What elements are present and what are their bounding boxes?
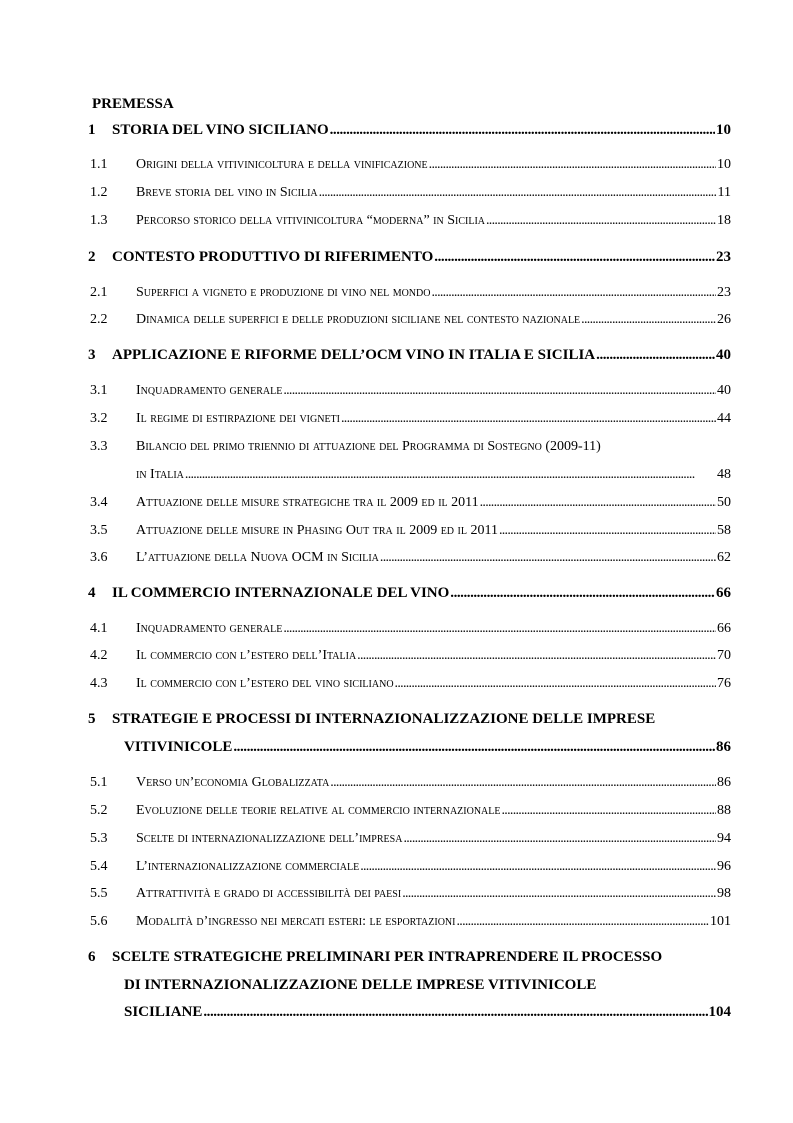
section-line (136, 674, 731, 694)
section-title: Inquadramento generale (136, 383, 283, 398)
section-number: 3.1 (90, 383, 108, 398)
toc-chapter-4[interactable] (0, 583, 793, 603)
page-number: 11 (717, 185, 731, 200)
chapter-title: IL COMMERCIO INTERNAZIONALE DEL VINO (112, 585, 450, 601)
section-title: Scelte di internazionalizzazione dell’impresa (136, 831, 403, 846)
toc-section-4-2[interactable] (0, 646, 793, 666)
dot-leader (203, 1002, 707, 1022)
page-number: 86 (716, 739, 731, 755)
page-number: 88 (717, 803, 731, 818)
section-line (136, 646, 731, 666)
section-title: Breve storia del vino in Sicilia (136, 185, 318, 200)
chapter-line (124, 737, 731, 757)
dot-leader (581, 310, 716, 330)
section-line (136, 829, 731, 849)
page-number: 44 (717, 411, 731, 426)
dot-leader (431, 283, 716, 303)
section-title-line2: in Italia (136, 467, 184, 482)
page-number: 76 (717, 676, 731, 691)
toc-chapter-1[interactable] (0, 120, 793, 140)
page-number: 18 (717, 213, 731, 228)
dot-leader (330, 120, 715, 140)
chapter-title-line2: VITIVINICOLE (124, 739, 233, 755)
section-number: 4.2 (90, 648, 108, 663)
dot-leader (233, 737, 715, 757)
chapter-number: 1 (88, 122, 96, 138)
toc-section-3-3[interactable] (0, 437, 793, 457)
section-number: 5.4 (90, 859, 108, 874)
chapter-line (124, 1002, 731, 1022)
toc-section-1-1[interactable] (0, 155, 793, 175)
chapter-title: CONTESTO PRODUTTIVO DI RIFERIMENTO (112, 249, 434, 265)
section-title: Superfici a vigneto e produzione di vino nel mondo (136, 285, 431, 300)
section-title: Modalità d’ingresso nei mercati esteri: le esportazioni (136, 914, 456, 929)
section-title: Percorso storico della vitivinicoltura “moderna” in Sicilia (136, 213, 485, 228)
page-number: 40 (716, 347, 731, 363)
page-number: 86 (717, 775, 731, 790)
section-line (136, 310, 731, 330)
dot-leader (319, 183, 717, 203)
section-title: Attuazione delle misure in Phasing Out tra il 2009 ed il 2011 (136, 523, 498, 538)
toc-chapter-2[interactable] (0, 247, 793, 267)
chapter-title: STORIA DEL VINO SICILIANO (112, 122, 329, 138)
dot-leader (403, 829, 716, 849)
section-number: 2.2 (90, 312, 108, 327)
section-number: 3.3 (90, 439, 108, 454)
section-number: 4.3 (90, 676, 108, 691)
page-number: 96 (717, 859, 731, 874)
dot-leader (283, 619, 716, 639)
section-title: Dinamica delle superfici e delle produzioni siciliane nel contesto nazionale (136, 312, 581, 327)
section-line (136, 465, 731, 485)
toc-section-4-1[interactable] (0, 619, 793, 639)
toc-section-4-3[interactable] (0, 674, 793, 694)
section-number: 3.4 (90, 495, 108, 510)
section-title-line1: Bilancio del primo triennio di attuazione del Programma di Sostegno (2009-11) (136, 439, 601, 454)
dot-leader (395, 674, 716, 694)
toc-section-3-1[interactable] (0, 381, 793, 401)
chapter-number: 3 (88, 347, 96, 363)
page-number: 58 (717, 523, 731, 538)
toc-section-5-1[interactable] (0, 773, 793, 793)
chapter-number: 4 (88, 585, 96, 601)
page-number: 104 (708, 1004, 731, 1020)
section-number: 1.3 (90, 213, 108, 228)
toc-section-3-5[interactable] (0, 521, 793, 541)
chapter-number: 2 (88, 249, 96, 265)
page-number: 10 (716, 122, 731, 138)
toc-section-5-5[interactable] (0, 884, 793, 904)
toc-section-3-3-continued[interactable] (0, 465, 793, 485)
page-number: 98 (717, 886, 731, 901)
dot-leader (380, 548, 716, 568)
section-title: L’internazionalizzazione commerciale (136, 859, 360, 874)
toc-section-5-4[interactable] (0, 857, 793, 877)
section-line (136, 409, 731, 429)
toc-section-5-2[interactable] (0, 801, 793, 821)
toc-section-5-6[interactable] (0, 912, 793, 932)
section-number: 2.1 (90, 285, 108, 300)
section-line (136, 521, 731, 541)
section-line (136, 493, 731, 513)
page-number: 94 (717, 831, 731, 846)
section-line (136, 912, 731, 932)
dot-leader (450, 583, 715, 603)
toc-chapter-5[interactable] (0, 709, 793, 729)
dot-leader (596, 345, 715, 365)
toc-section-2-2[interactable] (0, 310, 793, 330)
section-title: Attuazione delle misure strategiche tra il 2009 ed il 2011 (136, 495, 479, 510)
toc-section-1-3[interactable] (0, 211, 793, 231)
toc-chapter-3[interactable] (0, 345, 793, 365)
chapter-title-line2: DI INTERNAZIONALIZZAZIONE DELLE IMPRESE VITIVINICOLE (124, 977, 597, 993)
page-number: 48 (717, 467, 731, 482)
dot-leader (480, 493, 716, 513)
toc-section-3-2[interactable] (0, 409, 793, 429)
section-line (136, 773, 731, 793)
chapter-line (112, 120, 731, 140)
premessa-heading: PREMESSA (92, 96, 174, 112)
page-number: 50 (717, 495, 731, 510)
page-number: 40 (717, 383, 731, 398)
section-number: 4.1 (90, 621, 108, 636)
dot-leader (499, 521, 716, 541)
chapter-title-line1: SCELTE STRATEGICHE PRELIMINARI PER INTRAPRENDERE IL PROCESSO (112, 949, 663, 965)
dot-leader (341, 409, 716, 429)
chapter-number: 5 (88, 711, 96, 727)
section-title: Inquadramento generale (136, 621, 283, 636)
toc-section-3-4[interactable] (0, 493, 793, 513)
dot-leader (283, 381, 716, 401)
toc-section-2-1[interactable] (0, 283, 793, 303)
toc-section-5-3[interactable] (0, 829, 793, 849)
dot-leader (357, 646, 716, 666)
section-line (136, 155, 731, 175)
page-number: 23 (717, 285, 731, 300)
toc-chapter-6-continued[interactable] (0, 975, 793, 995)
section-number: 3.6 (90, 550, 108, 565)
page-number: 101 (710, 914, 731, 929)
dot-leader (429, 155, 716, 175)
page-number: 10 (717, 157, 731, 172)
section-number: 5.1 (90, 775, 108, 790)
section-number: 5.3 (90, 831, 108, 846)
section-number: 1.1 (90, 157, 108, 172)
dot-leader (360, 857, 716, 877)
chapter-title: APPLICAZIONE E RIFORME DELL’OCM VINO IN ITALIA E SICILIA (112, 347, 596, 363)
page-number: 70 (717, 648, 731, 663)
dot-leader (402, 884, 716, 904)
section-title: Origini della vitivinicoltura e della vinificazione (136, 157, 428, 172)
toc-section-1-2[interactable] (0, 183, 793, 203)
dot-leader (456, 912, 709, 932)
chapter-number: 6 (88, 949, 96, 965)
section-line (136, 619, 731, 639)
page-number: 66 (716, 585, 731, 601)
page-number: 26 (717, 312, 731, 327)
page-number: 66 (717, 621, 731, 636)
page-number: 23 (716, 249, 731, 265)
section-line (136, 801, 731, 821)
toc-section-3-6[interactable] (0, 548, 793, 568)
section-title: L’attuazione della Nuova OCM in Sicilia (136, 550, 379, 565)
section-number: 5.2 (90, 803, 108, 818)
section-title: Il commercio con l’estero dell’Italia (136, 648, 357, 663)
dot-leader (330, 773, 716, 793)
section-title: Il commercio con l’estero del vino siciliano (136, 676, 394, 691)
toc-chapter-6[interactable] (0, 947, 793, 967)
toc-chapter-6-continued-2[interactable] (0, 1002, 793, 1022)
chapter-line (112, 247, 731, 267)
dot-leader (486, 211, 716, 231)
dot-leader (185, 465, 716, 485)
page-number: 62 (717, 550, 731, 565)
chapter-title-line1: STRATEGIE E PROCESSI DI INTERNAZIONALIZZAZIONE DELLE IMPRESE (112, 711, 656, 727)
section-line (136, 548, 731, 568)
dot-leader (502, 801, 717, 821)
section-title: Attrattività e grado di accessibilità dei paesi (136, 886, 402, 901)
section-title: Il regime di estirpazione dei vigneti (136, 411, 340, 426)
section-line (136, 381, 731, 401)
section-number: 5.6 (90, 914, 108, 929)
section-line (136, 857, 731, 877)
section-line (136, 283, 731, 303)
dot-leader (434, 247, 715, 267)
section-title: Verso un’economia Globalizzata (136, 775, 330, 790)
section-number: 3.5 (90, 523, 108, 538)
section-line (136, 183, 731, 203)
section-number: 3.2 (90, 411, 108, 426)
chapter-title-line3: SICILIANE (124, 1004, 203, 1020)
chapter-line (112, 583, 731, 603)
toc-chapter-5-continued[interactable] (0, 737, 793, 757)
section-line (136, 211, 731, 231)
section-title: Evoluzione delle teorie relative al commercio internazionale (136, 803, 501, 818)
section-number: 5.5 (90, 886, 108, 901)
section-number: 1.2 (90, 185, 108, 200)
chapter-line (112, 345, 731, 365)
section-line (136, 884, 731, 904)
